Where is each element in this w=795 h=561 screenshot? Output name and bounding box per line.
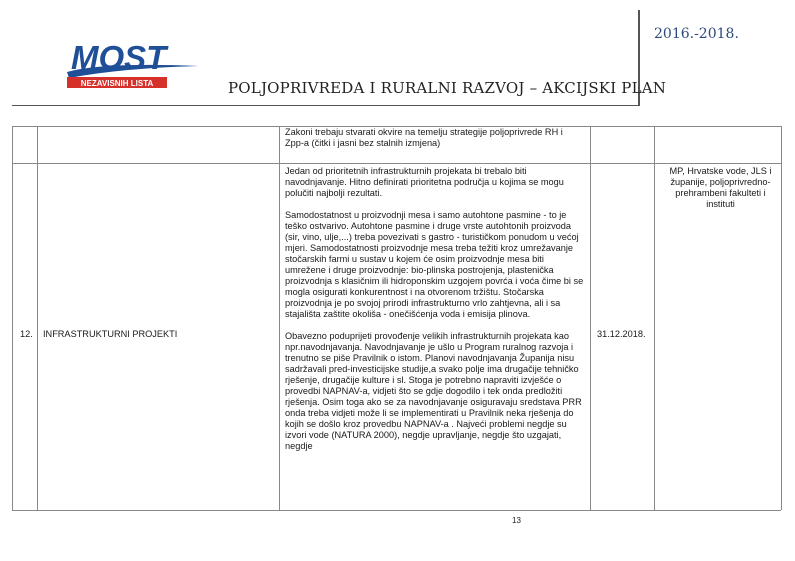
row-activities	[285, 166, 585, 463]
row-responsible: MP, Hrvatske vode, JLS i županije, poljoprivredno-prehrambeni fakulteti i instituti	[669, 166, 772, 209]
page-number: 13	[512, 516, 521, 525]
table-border-left	[12, 126, 13, 510]
col-divider-3	[590, 126, 591, 510]
col-divider-2	[279, 126, 280, 510]
most-logo	[63, 40, 203, 90]
activity-paragraph: Obavezno poduprijeti provođenje velikih infrastrukturnih projekata kao npr.navodnjavanja. Navodnjavanje je ušlo u Program ruralnog razvoja i trenutno se piše Pravilnik o istom. Planovi navodnjavanja Županija nisu sadržavali pred-investicijske studije,a svako polje ima drugačije tehničko rješenje, drugačije kulture i sl. Stoga je potrebno napraviti izvješće o provedbi NAPNAV-a, vidjeti što se gdje dogodilo i tek onda predložiti rješenja. Osim toga ako se za navodnjavanje osiguravaju sredstava PRR onda treba vidjeti može li se implementirati u Pravilnik neka rješenja do kojih se došlo kroz provedbu NAPNAV-a . Najveći problemi negdje su izvori vode (NATURA 2000), negdje upravljanje, negdje što uzgajati, negdje	[285, 331, 582, 451]
table-row-previous-activity: Zakoni trebaju stvarati okvire na temelju strategije poljoprivrede RH i Zpp-a (čitki i jasni bez stalnih izmjena)	[285, 127, 563, 148]
activity-paragraph: Jedan od prioritetnih infrastrukturnih projekata bi trebalo biti navodnjavanje. Hitno definirati prioritetna područja u kojima se mogu polučiti najbolji rezultati.	[285, 166, 564, 198]
row-number: 12.	[20, 329, 33, 339]
table-border-right	[781, 126, 782, 510]
table-border-bottom	[12, 510, 781, 511]
logo-main-text: MOST	[71, 40, 167, 76]
header-years: 2016.-2018.	[654, 26, 739, 42]
col-divider-1	[37, 126, 38, 510]
row-measure-label: INFRASTRUKTURNI PROJEKTI	[43, 329, 178, 339]
row-deadline: 31.12.2018.	[597, 329, 646, 339]
logo-sub-text: NEZAVISNIH LISTA	[80, 79, 154, 88]
col-divider-4	[654, 126, 655, 510]
row-divider	[12, 163, 781, 164]
document-title: POLJOPRIVREDA I RURALNI RAZVOJ – AKCIJSKI PLAN	[228, 79, 667, 97]
header-rule	[12, 105, 640, 106]
activity-paragraph: Samodostatnost u proizvodnji mesa i samo autohtone pasmine - to je teško ostvarivo. Autohtone pasmine i druge vrste autohtonih proizvoda (sir, vino, ulje,...) treba povezivati s gastro - turističkom ponudom u većoj mjeri. Samodostatnosti proizvodnje mesa treba težiti kroz umrežavanje stočarskih farmi u sustav u kojem će osim proizvodnje mesa biti umrežene i druge proizvodnje: bio-plinska postrojenja, plastenička proizvodnja s klasičnim ili hidroponskim uzgojem povrća i voća čime bi se mogla osigurati konkurentnost i na otvorenom tržištu. Stočarska proizvodnja je po svojoj prirodi infrastrukturno vrlo zahtjevna, ali i sa stajališta zaštite okoliša - onečišćenja voda i emisija plinova.	[285, 210, 584, 319]
